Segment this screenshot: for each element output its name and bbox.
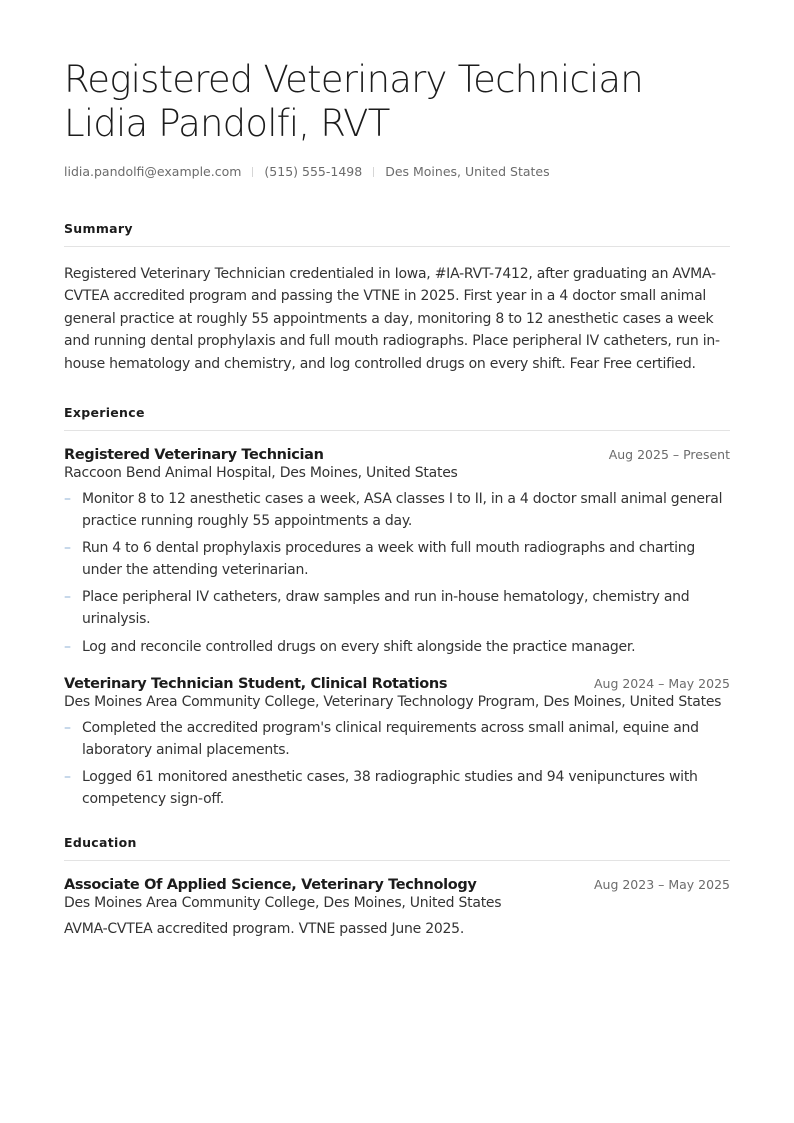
experience-section: [64, 405, 730, 811]
experience-entry: [64, 676, 730, 810]
entry-organization: Des Moines Area Community College, Veterinary Technology Program, Des Moines, United States: [64, 694, 722, 711]
entry-date: Aug 2025 – Present: [608, 447, 730, 463]
contact-divider: [373, 167, 374, 177]
resume-title: [64, 58, 730, 146]
contact-divider: [252, 167, 253, 177]
entry-bullets: [64, 718, 730, 810]
job-title: Registered Veterinary Technician: [64, 58, 643, 101]
section-heading: Experience: [64, 405, 730, 431]
entry-organization: Raccoon Bend Animal Hospital, Des Moines, United States: [64, 465, 458, 482]
entry-organization: Des Moines Area Community College, Des Moines, United States: [64, 894, 502, 911]
entry-degree: Associate Of Applied Science, Veterinary Technology: [64, 876, 477, 893]
education-section: [64, 835, 730, 941]
dash-icon: –: [64, 720, 71, 737]
bullet-item: – Place peripheral IV catheters, draw samples and run in-house hematology, chemistry and urinalysis.: [64, 589, 690, 627]
section-heading: Summary: [64, 221, 730, 247]
entry-date: Aug 2024 – May 2025: [593, 676, 730, 692]
summary-text: Registered Veterinary Technician credentialed in Iowa, #IA-RVT-7412, after graduating an AVMA-CVTEA accredited program and passing the VTNE in 2025. First year in a 4 doctor small animal general practice at roughly 55 appointments a day, monitoring 8 to 12 anesthetic cases a week and running dental prophylaxis and full mouth radiographs. Place peripheral IV catheters, run in-house hematology and chemistry, and log controlled drugs on every shift. Fear Free certified.: [64, 266, 720, 372]
education-entry: [64, 877, 730, 941]
summary-section: [64, 221, 730, 375]
dash-icon: –: [64, 540, 71, 557]
bullet-item: – Completed the accredited program's clinical requirements across small animal, equine and laboratory animal placements.: [64, 720, 699, 758]
contact-info: [64, 164, 730, 179]
dash-icon: –: [64, 589, 71, 606]
bullet-item: – Monitor 8 to 12 anesthetic cases a week, ASA classes I to II, in a 4 doctor small animal general practice running roughly 55 appointments a day.: [64, 491, 723, 529]
section-heading: Education: [64, 835, 730, 861]
contact-phone: (515) 555-1498: [264, 164, 363, 179]
entry-bullets: [64, 489, 730, 658]
bullet-item: – Logged 61 monitored anesthetic cases, 38 radiographic studies and 94 venipunctures with competency sign-off.: [64, 769, 698, 807]
bullet-item: – Run 4 to 6 dental prophylaxis procedures a week with full mouth radiographs and charting under the attending veterinarian.: [64, 540, 695, 578]
contact-location: Des Moines, United States: [385, 164, 550, 179]
entry-role: Registered Veterinary Technician: [64, 447, 324, 464]
candidate-name: Lidia Pandolfi, RVT: [64, 102, 390, 145]
dash-icon: –: [64, 769, 71, 786]
entry-date: Aug 2023 – May 2025: [593, 876, 730, 892]
bullet-item: – Log and reconcile controlled drugs on every shift alongside the practice manager.: [64, 637, 730, 659]
education-note: AVMA-CVTEA accredited program. VTNE passed June 2025.: [64, 920, 465, 937]
dash-icon: –: [64, 491, 71, 508]
entry-role: Veterinary Technician Student, Clinical Rotations: [64, 676, 448, 693]
contact-email: lidia.pandolfi@example.com: [64, 164, 242, 179]
dash-icon: –: [64, 638, 71, 655]
experience-entry: [64, 447, 730, 658]
